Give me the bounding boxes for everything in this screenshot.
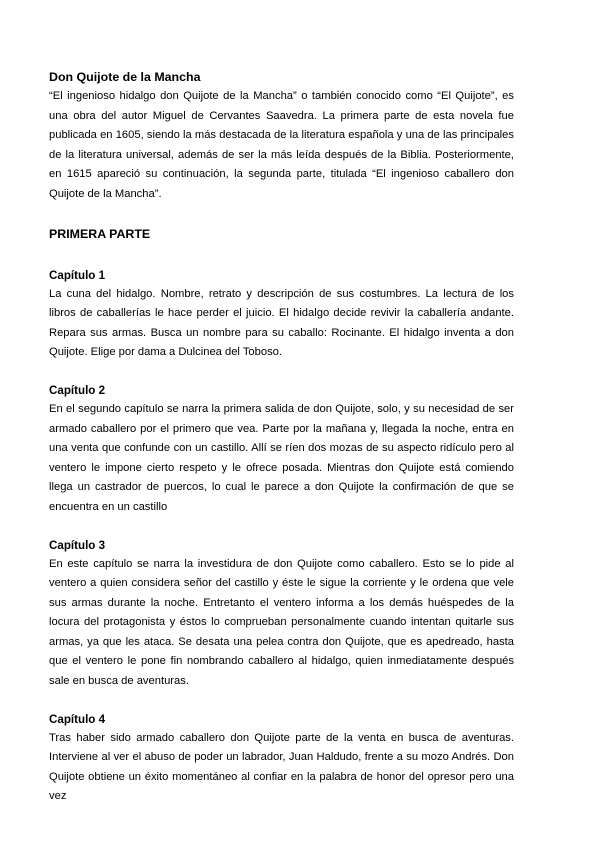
document-page <box>49 68 514 807</box>
chapter-title: Capítulo 4 <box>49 712 106 726</box>
chapter-title: Capítulo 3 <box>49 538 106 552</box>
chapter-text: En este capítulo se narra la investidura de don Quijote como caballero. Esto se lo pide al ventero a quien considera señor del castillo y éste le sigue la corriente y le ordena que vele sus armas durante la noche. Entretanto el ventero informa a los demás huéspedes de la locura del protagonista y éstos lo comprueban personalmente cuando intentan quitarle sus armas, ya que les ataca. Se desata una pelea contra don Quijote, que es apedreado, hasta que el ventero le pone fin nombrando caballero al hidalgo, quien inmediatamente después sale en busca de aventuras. <box>49 557 514 688</box>
chapter-title: Capítulo 1 <box>49 268 106 282</box>
chapter-4 <box>49 710 514 807</box>
chapter-title: Capítulo 2 <box>49 383 106 397</box>
intro-paragraph: “El ingenioso hidalgo don Quijote de la Mancha” o también conocido como “El Quijote”, es una obra del autor Miguel de Cervantes Saavedra. La primera parte de esta novela fue publicada en 1605, siendo la más destacada de la literatura española y una de las principales de la literatura universal, además de ser la más leída después de la Biblia. Posteriormente, en 1615 apareció su continuación, la segunda parte, titulada “El ingenioso caballero don Quijote de la Mancha”. <box>49 90 514 200</box>
chapter-2 <box>49 381 514 518</box>
chapter-text: La cuna del hidalgo. Nombre, retrato y descripción de sus costumbres. La lectura de los libros de caballerías le hace perder el juicio. El hidalgo decide revivir la caballería andante. Repara sus armas. Busca un nombre para su caballo: Rocinante. El hidalgo inventa a don Quijote. Elige por dama a Dulcinea del Toboso. <box>49 287 514 359</box>
chapter-1 <box>49 266 514 363</box>
chapter-text: En el segundo capítulo se narra la primera salida de don Quijote, solo, y su necesidad de ser armado caballero por el primero que vea. Parte por la mañana y, llegada la noche, entra en una venta que confunde con un castillo. Allí se ríen dos mozas de su aspecto ridículo pero al ventero le impone cierto respeto y le ofrece posada. Mientras don Quijote está comiendo llega un castrador de puercos, lo cual le parece a don Quijote la confirmación de que se encuentra en un castillo <box>49 402 514 513</box>
document-title: Don Quijote de la Mancha <box>49 70 201 84</box>
chapter-3 <box>49 536 514 692</box>
part-heading: PRIMERA PARTE <box>49 226 151 241</box>
chapter-text: Tras haber sido armado caballero don Quijote parte de la venta en busca de aventuras. Interviene al ver el abuso de poder un labrador, Juan Haldudo, frente a su mozo Andrés. Don Quijote obtiene un éxito momentáneo al confiar en la palabra de honor del opresor pero una vez <box>49 731 514 803</box>
